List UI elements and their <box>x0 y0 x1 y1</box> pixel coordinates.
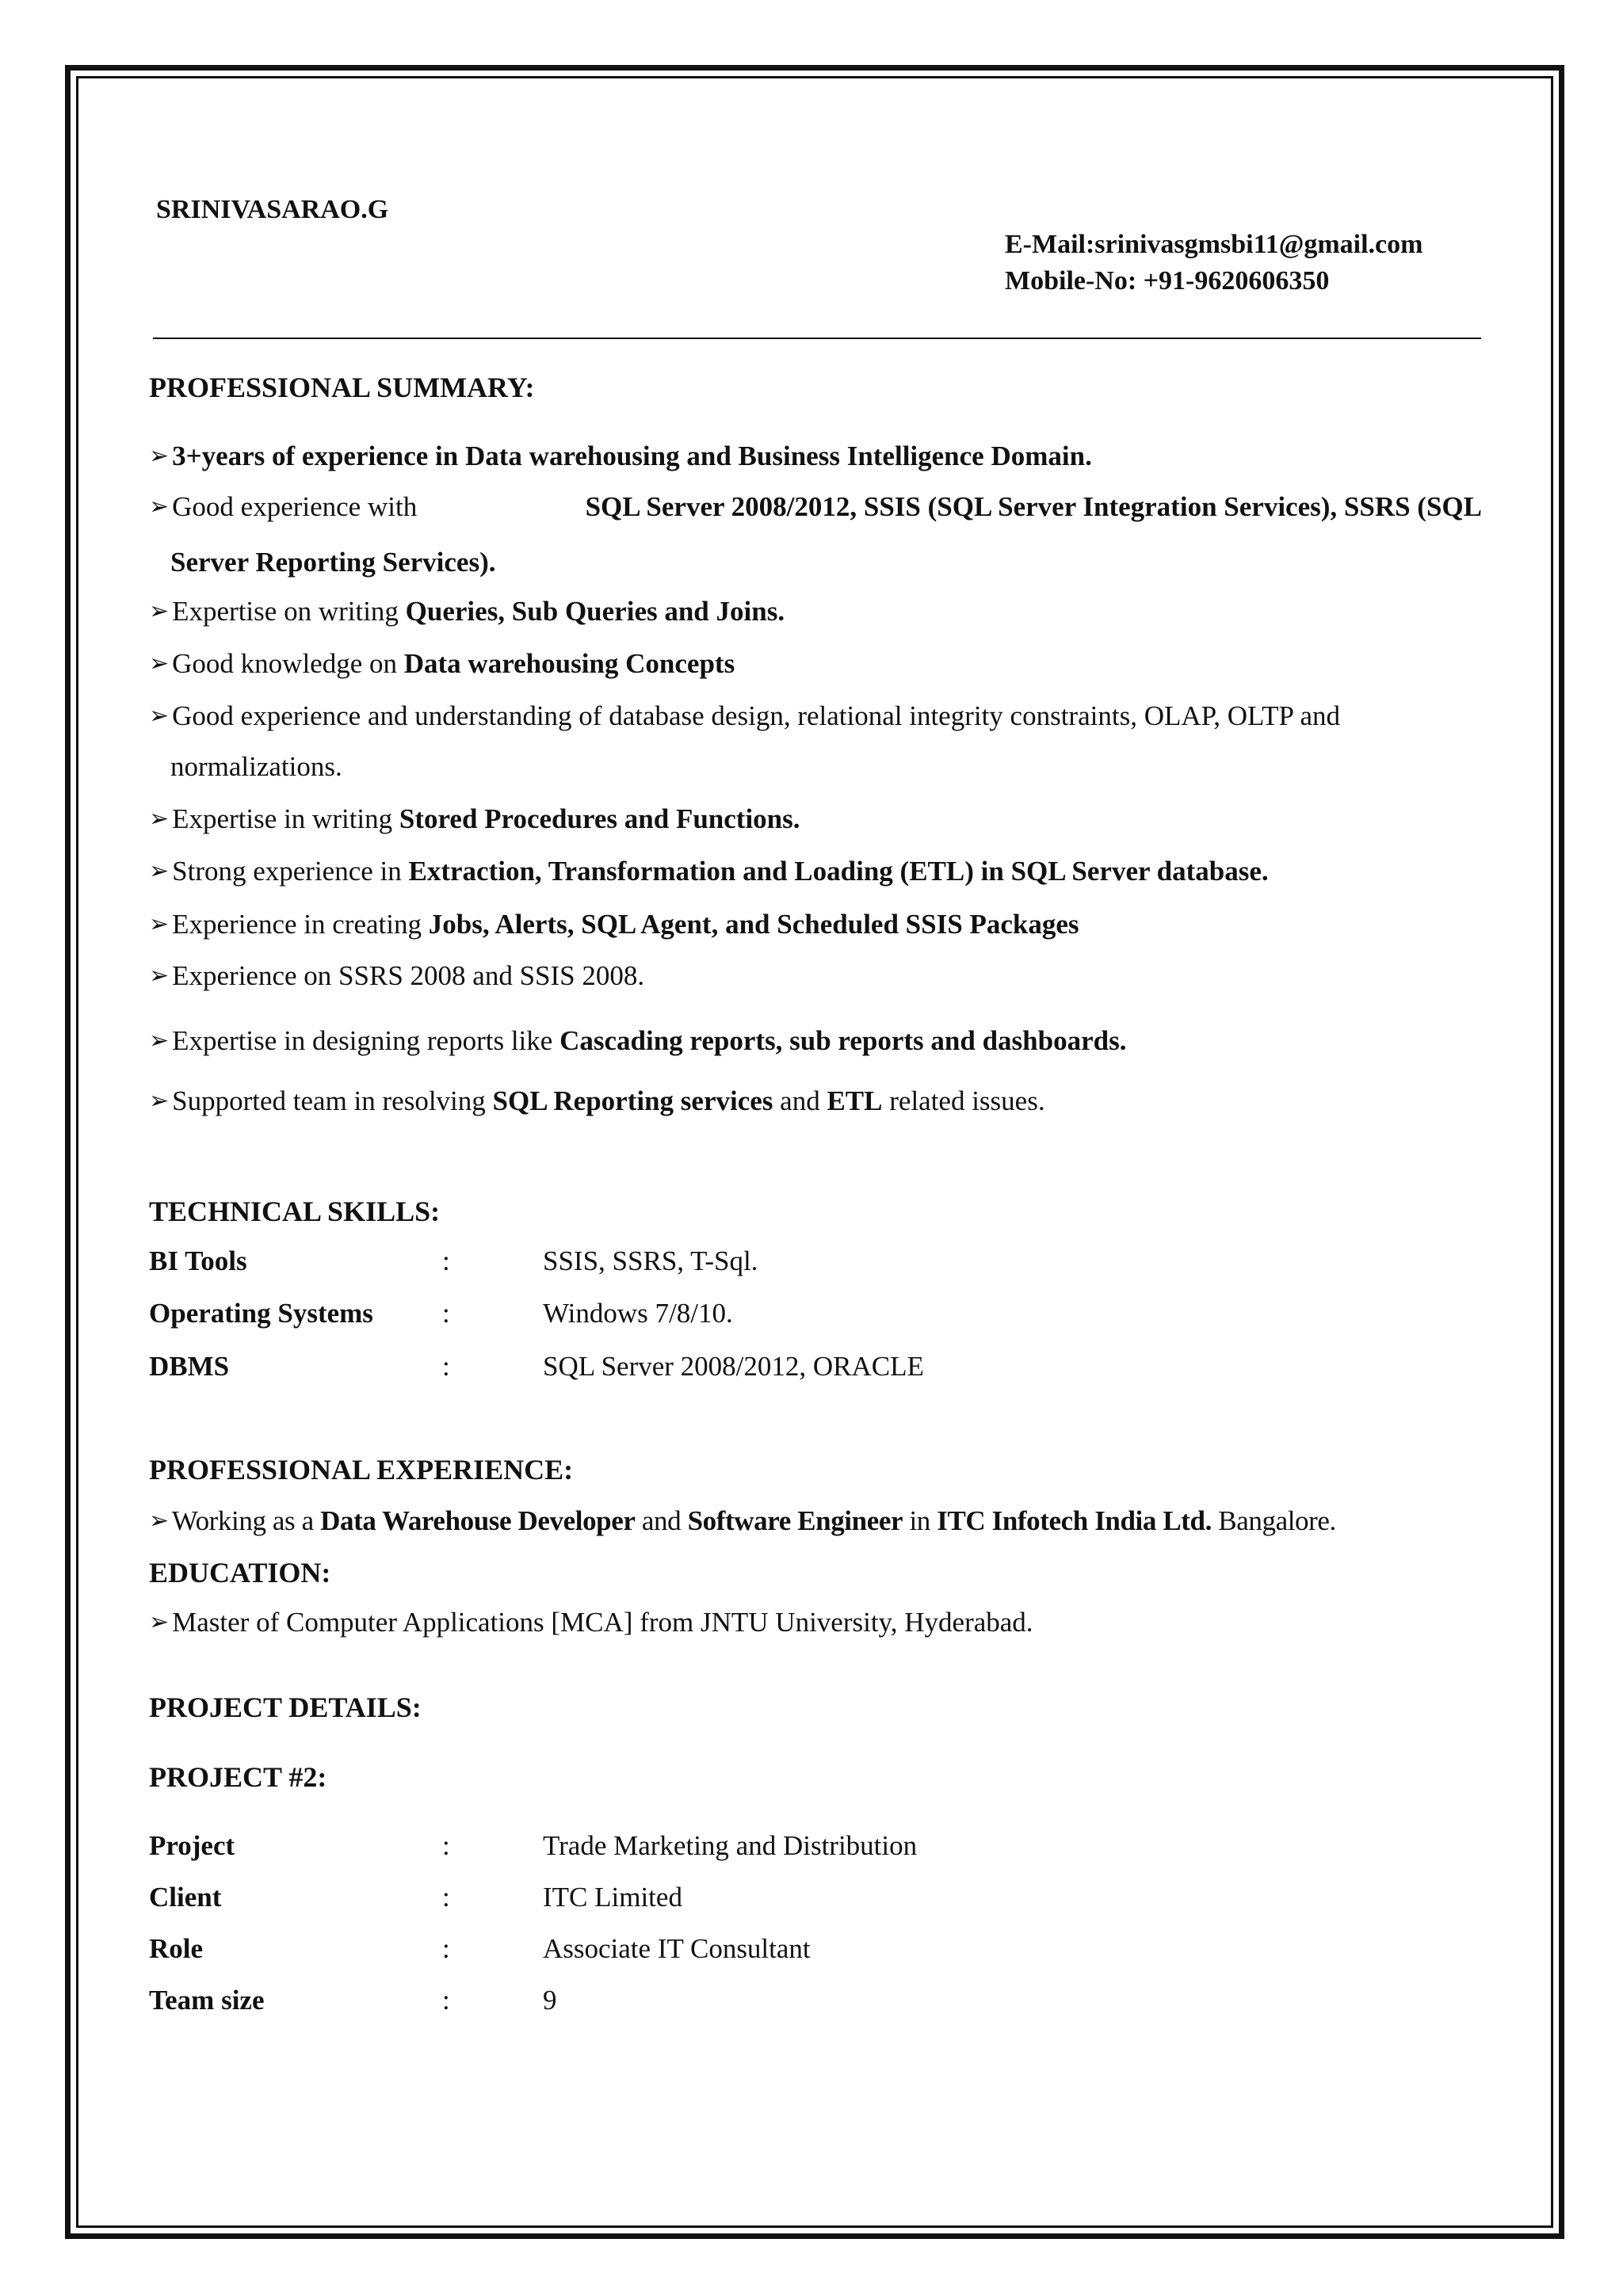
project-separator: : <box>442 1933 450 1964</box>
bullet-arrow-icon: ➢ <box>149 858 170 884</box>
summary-bullet: ➢ Good knowledge on Data warehousing Concepts <box>149 648 735 679</box>
skill-separator: : <box>442 1351 450 1382</box>
bullet-arrow-icon: ➢ <box>149 443 170 469</box>
summary-bullet: ➢ Experience on SSRS 2008 and SSIS 2008. <box>149 960 645 991</box>
education-item: ➢ Master of Computer Applications [MCA] from JNTU University, Hyderabad. <box>149 1607 1033 1638</box>
skill-key: Operating Systems <box>149 1298 373 1329</box>
summary-bullet: ➢ Strong experience in Extraction, Transformation and Loading (ETL) in SQL Server database. <box>149 856 1269 887</box>
bullet-arrow-icon: ➢ <box>149 911 170 937</box>
summary-bullet: ➢ Experience in creating Jobs, Alerts, SQL Agent, and Scheduled SSIS Packages <box>149 909 1079 940</box>
email-address: E-Mail:srinivasgmsbi11@gmail.com <box>1005 230 1423 259</box>
bullet-arrow-icon: ➢ <box>149 1088 170 1114</box>
skill-separator: : <box>442 1245 450 1276</box>
summary-bullet: ➢ Expertise in writing Stored Procedures and Functions. <box>149 803 800 834</box>
summary-bullet: ➢ Good experience with SQL Server 2008/2012, SSIS (SQL Server Integration Services), SSRS (SQL <box>149 491 1482 522</box>
header-divider <box>153 338 1481 339</box>
bullet-arrow-icon: ➢ <box>149 1508 169 1534</box>
project-key: Role <box>149 1933 204 1964</box>
bullet-arrow-icon: ➢ <box>149 963 170 989</box>
skill-key: DBMS <box>149 1351 230 1382</box>
project-value: Associate IT Consultant <box>543 1933 811 1964</box>
project-separator: : <box>442 1830 450 1861</box>
bullet-arrow-icon: ➢ <box>149 494 170 520</box>
mobile-number: Mobile-No: +91-9620606350 <box>1005 266 1330 296</box>
summary-bullet-continuation: Server Reporting Services). <box>170 547 496 578</box>
bullet-arrow-icon: ➢ <box>149 806 170 832</box>
bullet-arrow-icon: ➢ <box>149 1028 170 1054</box>
experience-item: ➢ Working as a Data Warehouse Developer and Software Engineer in ITC Infotech India Ltd. Bangalore. <box>149 1505 1336 1536</box>
summary-heading: PROFESSIONAL SUMMARY: <box>149 372 535 403</box>
skill-key: BI Tools <box>149 1245 247 1276</box>
project-key: Team size <box>149 1985 265 2016</box>
summary-bullet: ➢ Supported team in resolving SQL Reporting services and ETL related issues. <box>149 1085 1045 1116</box>
project-value: ITC Limited <box>543 1882 682 1913</box>
skill-value: SQL Server 2008/2012, ORACLE <box>543 1351 924 1382</box>
summary-bullet: ➢ Expertise on writing Queries, Sub Queries and Joins. <box>149 596 785 627</box>
bullet-arrow-icon: ➢ <box>149 598 170 624</box>
summary-bullet: ➢ Good experience and understanding of database design, relational integrity constraints, OLAP, OLTP and <box>149 700 1340 731</box>
education-heading: EDUCATION: <box>149 1557 331 1589</box>
candidate-name: SRINIVASARAO.G <box>156 195 389 224</box>
summary-bullet-continuation: normalizations. <box>170 751 342 782</box>
skill-separator: : <box>442 1298 450 1329</box>
project-separator: : <box>442 1985 450 2016</box>
project-key: Project <box>149 1830 235 1861</box>
project-value: 9 <box>543 1985 557 2016</box>
skill-value: Windows 7/8/10. <box>543 1298 733 1329</box>
skills-heading: TECHNICAL SKILLS: <box>149 1196 441 1227</box>
summary-bullet: ➢ 3+years of experience in Data warehousing and Business Intelligence Domain. <box>149 441 1092 471</box>
experience-heading: PROFESSIONAL EXPERIENCE: <box>149 1454 574 1486</box>
project-number-heading: PROJECT #2: <box>149 1761 327 1793</box>
skill-value: SSIS, SSRS, T-Sql. <box>543 1245 758 1276</box>
bullet-arrow-icon: ➢ <box>149 1609 170 1635</box>
project-separator: : <box>442 1882 450 1913</box>
project-details-heading: PROJECT DETAILS: <box>149 1691 422 1723</box>
summary-bullet: ➢ Expertise in designing reports like Cascading reports, sub reports and dashboards. <box>149 1025 1127 1056</box>
project-value: Trade Marketing and Distribution <box>543 1830 918 1861</box>
project-key: Client <box>149 1882 222 1913</box>
bullet-arrow-icon: ➢ <box>149 650 170 677</box>
bullet-arrow-icon: ➢ <box>149 703 170 729</box>
